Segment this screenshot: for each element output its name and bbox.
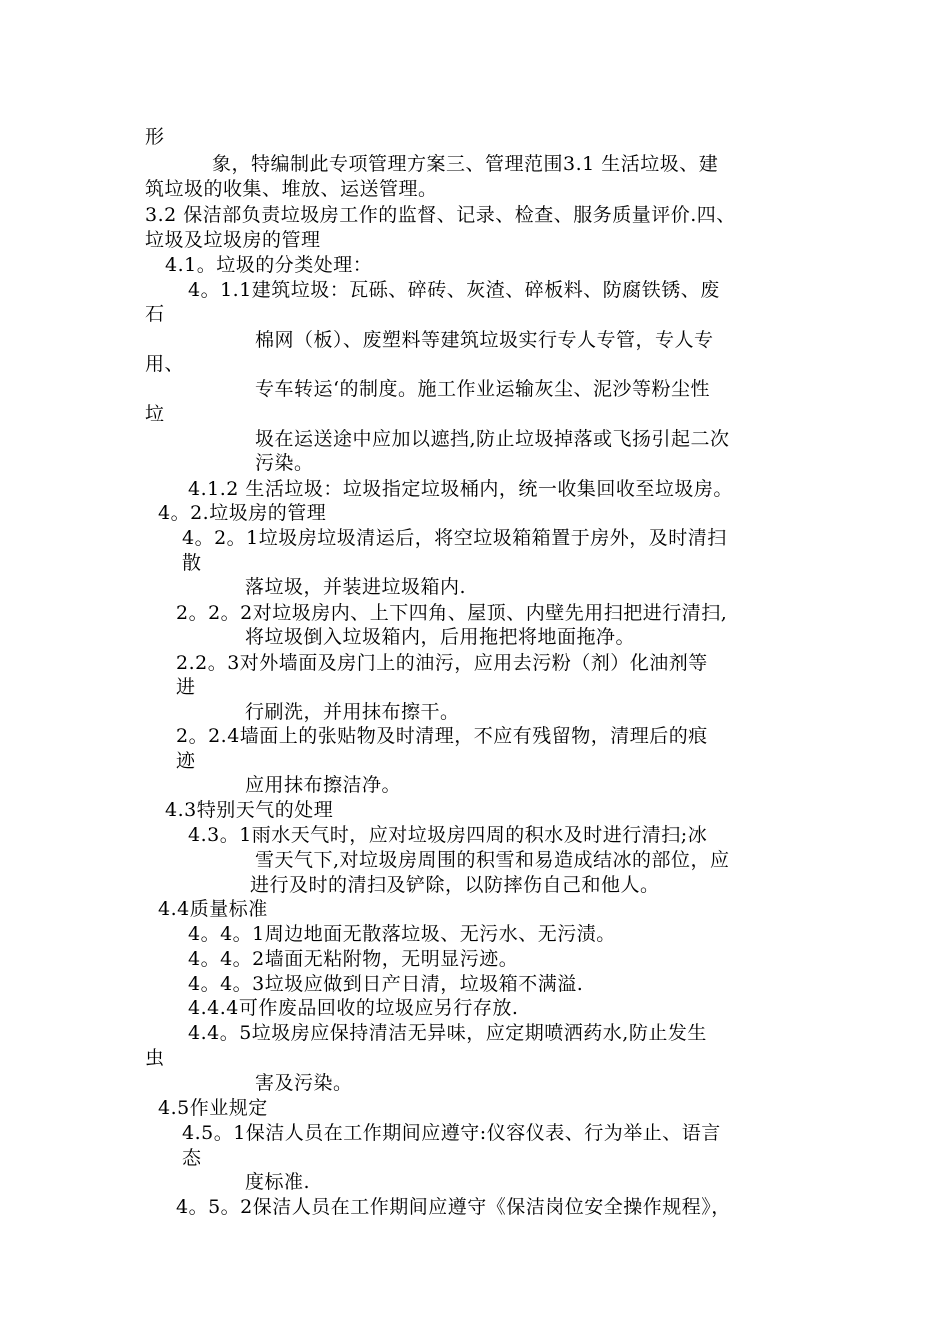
text-line: 4。5。2保洁人员在工作期间应遵守《保洁岗位安全操作规程》， [176,1196,731,1218]
text-line: 4.3。1雨水天气时，应对垃圾房四周的积水及时进行清扫;冰 [188,824,708,846]
text-line: 4.5。1保洁人员在工作期间应遵守:仪容仪表、行为举止、语言 [182,1122,721,1144]
section-heading: 4。2.垃圾房的管理 [158,502,327,524]
text-line: 态 [182,1147,202,1169]
text-line: 4。1.1建筑垃圾：瓦砾、碎砖、灰渣、碎板料、防腐铁锈、废 [188,279,720,301]
text-line: 4。4。2墙面无粘附物，无明显污迹。 [188,948,519,970]
section-heading: 垃圾及垃圾房的管理 [145,229,321,251]
text-line: 用、 [145,353,185,375]
text-line: 形 [145,126,165,148]
text-line: 专车转运‘的制度。施工作业运输灰尘、泥沙等粉尘性 [255,378,711,400]
text-line: 筑垃圾的收集、堆放、运送管理。 [145,178,438,200]
text-line: 4。4。3垃圾应做到日产日清，垃圾箱不满溢. [188,973,584,995]
text-line: 落垃圾，并装进垃圾箱内. [245,576,467,598]
section-heading: 4.5作业规定 [158,1097,268,1119]
text-line: 雪天气下,对垃圾房周围的积雪和易造成结冰的部位，应 [255,849,730,871]
text-line: 应用抹布擦洁净。 [245,774,402,796]
text-line: 石 [145,303,165,325]
text-line: 迹 [176,750,196,772]
text-line: 4。2。1垃圾房垃圾清运后，将空垃圾箱箱置于房外，及时清扫 [182,527,727,549]
text-line: 行刷洗，并用抹布擦干。 [245,701,460,723]
section-heading: 4.1。垃圾的分类处理： [165,254,373,276]
text-line: 棉网（板）、废塑料等建筑垃圾实行专人专管，专人专 [255,329,714,351]
text-line: 将垃圾倒入垃圾箱内，后用拖把将地面拖净。 [245,626,636,648]
text-line: 散 [182,552,202,574]
text-line: 4.4。5垃圾房应保持清洁无异味，应定期喷洒药水,防止发生 [188,1022,707,1044]
text-line: 4.4.4可作废品回收的垃圾应另行存放. [188,997,519,1019]
text-line: 垃 [145,403,165,425]
text-line: 象，特编制此专项管理方案三、管理范围3.1 生活垃圾、建 [212,153,719,175]
text-line: 进行及时的清扫及铲除，以防摔伤自己和他人。 [250,874,660,896]
text-line: 虫 [145,1047,165,1069]
text-line: 害及污染。 [255,1072,353,1094]
section-heading: 4.4质量标准 [158,898,268,920]
text-line: 圾在运送途中应加以遮挡,防止垃圾掉落或飞扬引起二次 [255,428,730,450]
text-line: 2。2.4墙面上的张贴物及时清理，不应有残留物，清理后的痕 [176,725,708,747]
text-line: 4.1.2 生活垃圾：垃圾指定垃圾桶内，统一收集回收至垃圾房。 [188,478,733,500]
text-line: 3.2 保洁部负责垃圾房工作的监督、记录、检查、服务质量评价.四、 [145,204,736,226]
text-line: 污染。 [255,452,314,474]
text-line: 2.2。3对外墙面及房门上的油污，应用去污粉（剂）化油剂等 [176,652,708,674]
text-line: 4。4。1周边地面无散落垃圾、无污水、无污渍。 [188,923,616,945]
text-line: 2。2。2对垃圾房内、上下四角、屋顶、内壁先用扫把进行清扫, [176,602,728,624]
section-heading: 4.3特别天气的处理 [165,799,334,821]
text-line: 度标准. [245,1171,311,1193]
text-line: 进 [176,676,196,698]
